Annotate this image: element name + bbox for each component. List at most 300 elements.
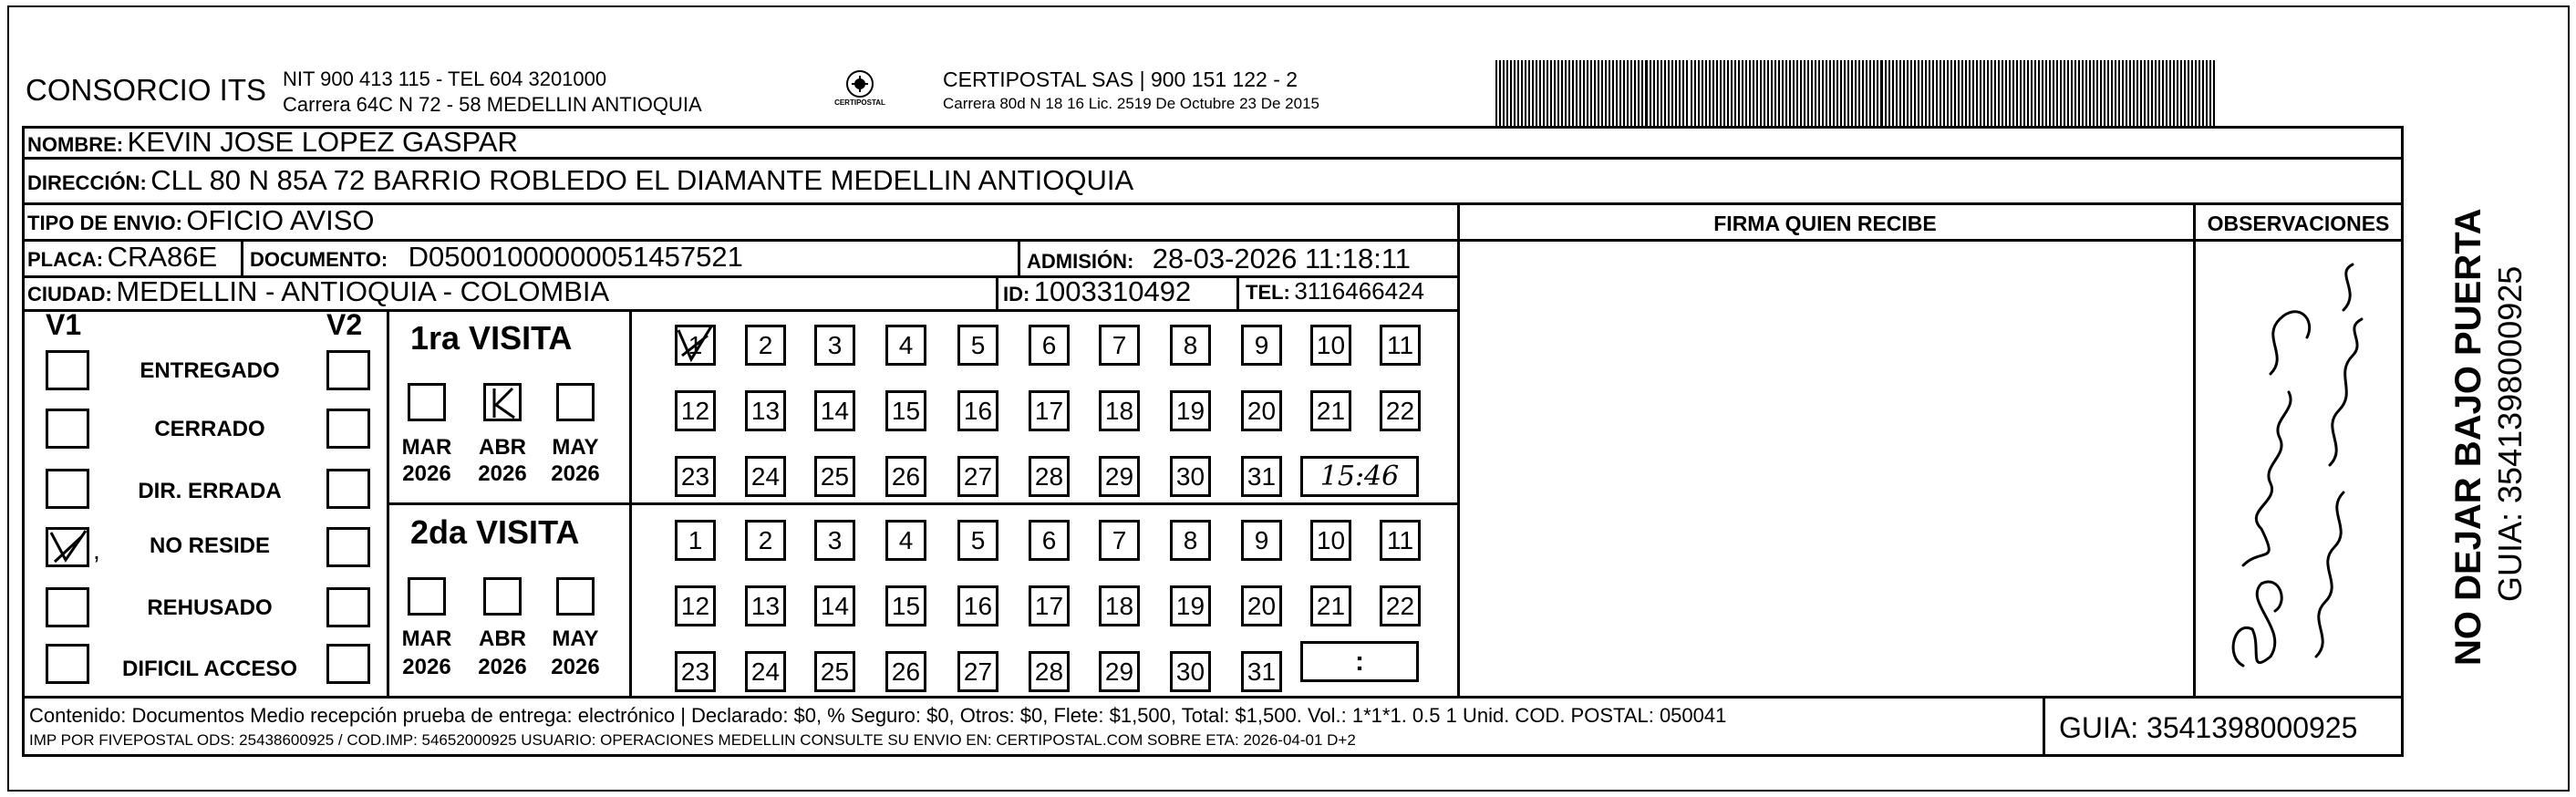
barcode-bar [1800,60,1802,126]
status-option: CERRADO [154,417,265,441]
first-visit-day-28[interactable] [1029,456,1070,497]
barcode-bar [1921,60,1923,126]
status-option: NO RESIDE [149,533,271,558]
carrier-address: Carrera 80d N 18 16 Lic. 2519 De Octubre 23 De 2015 [943,95,1319,112]
barcode-bar [1510,60,1512,126]
barcode-bar [1583,60,1585,126]
day-number: 25 [820,461,850,491]
barcode-bar [2060,60,2062,126]
row-line [22,202,2404,205]
barcode-bar [1627,60,1629,126]
barcode-bar [2144,60,2146,126]
v1-no-reside-checkbox[interactable] [46,527,89,567]
second-visit-title: 2da VISITA [410,513,580,551]
name-label: NOMBRE: [27,133,124,156]
v2-entregado-checkbox[interactable] [326,350,370,390]
v1-dir-errada-checkbox[interactable] [46,469,89,509]
second-visit-day-21[interactable] [1310,585,1351,626]
second-visit-year: 2026 [478,655,527,679]
barcode-bar [1869,60,1871,126]
barcode-bar [1785,60,1787,126]
second-visit-day-11[interactable] [1380,520,1421,561]
row-line [1457,239,2404,242]
barcode-bar [1771,60,1773,126]
day-number: 3 [827,525,843,554]
second-visit-time: : [1355,646,1364,677]
barcode-bar [2100,60,2102,126]
check-mark-icon [46,527,89,567]
barcode-bar [1987,60,1989,126]
second-visit-day-5[interactable] [957,520,998,561]
barcode-bar [2191,60,2193,126]
barcode-bar [2107,60,2109,126]
second-visit-day-26[interactable] [885,651,926,692]
barcode-bar [1840,60,1842,126]
first-visit-day-7[interactable] [1099,325,1140,366]
second-visit-day-10[interactable] [1310,520,1351,561]
first-visit-day-31[interactable] [1241,456,1282,497]
first-visit-day-16[interactable] [957,390,998,431]
day-number: 28 [1034,461,1064,491]
barcode-bar [1877,60,1878,126]
first-visit-day-15[interactable] [885,390,926,431]
barcode-bar [2188,60,2189,126]
second-visit-day-22[interactable] [1380,585,1421,626]
day-number: 13 [750,591,781,620]
barcode-bar [2206,60,2208,126]
handwritten-signature [2207,255,2389,693]
certipostal-logo [828,67,892,113]
second-visit-day-6[interactable] [1029,520,1070,561]
barcode-bar [1851,60,1853,126]
barcode-bar [1705,60,1707,126]
first-visit-day-24[interactable] [745,456,786,497]
day-number: 9 [1254,330,1269,359]
barcode-bar [2064,60,2065,126]
status-option: DIFICIL ACCESO [121,657,297,681]
day-number: 20 [1247,396,1277,425]
first-visit-day-25[interactable] [814,456,855,497]
first-visit-month: ABR [479,435,526,460]
day-number: 6 [1041,330,1057,359]
barcode-bar [1565,60,1567,126]
day-number: 22 [1385,396,1415,425]
day-number: 6 [1041,525,1057,554]
footer-guide: GUIA: 3541398000925 [2059,711,2358,744]
second-visit-day-13[interactable] [745,585,786,626]
barcode-bar [1720,60,1722,126]
barcode-bar [1903,60,1905,126]
name-row [27,126,518,159]
barcode-bar [1521,60,1523,126]
v1-label: V1 [46,308,82,341]
day-number: 4 [898,525,914,554]
second-visit-year: 2026 [551,655,600,679]
first-visit-day-8[interactable] [1170,325,1211,366]
barcode-bar [1925,60,1927,126]
first-visit-time-box[interactable] [1300,456,1419,497]
barcode-bar [2195,60,2197,126]
row-line [387,502,1457,505]
barcode-bar [2202,60,2204,126]
barcode-bar [2031,60,2033,126]
barcode-bar [2180,60,2182,126]
first-visit-day-26[interactable] [885,456,926,497]
second-visit-day-24[interactable] [745,651,786,692]
barcode-bar [1612,60,1614,126]
second-visit-year: 2026 [402,655,451,679]
barcode-bar [2005,60,2007,126]
day-number: 19 [1175,396,1205,425]
col-line [996,275,998,309]
barcode-bar [1731,60,1733,126]
signature-label: FIRMA QUIEN RECIBE [1713,212,1937,235]
first-visit-day-13[interactable] [745,390,786,431]
barcode-bar [2213,60,2215,126]
barcode-bar [2169,60,2171,126]
barcode-bar [2147,60,2149,126]
day-number: 1 [688,330,703,359]
second-visit-day-9[interactable] [1241,520,1282,561]
second-visit-day-25[interactable] [814,651,855,692]
barcode-bar [1804,60,1805,126]
second-visit-day-7[interactable] [1099,520,1140,561]
barcode-bar [1682,60,1684,126]
barcode-bar [2016,60,2018,126]
barcode-bar [1950,60,1952,126]
first-visit-day-17[interactable] [1029,390,1070,431]
day-number: 30 [1175,657,1205,686]
day-number: 1 [688,525,703,554]
barcode-bar [2053,60,2054,126]
v2-dificil-acceso-checkbox[interactable] [326,644,370,684]
v2-label: V2 [326,308,363,341]
barcode-bar [1836,60,1838,126]
admission-label: ADMISIÓN: [1027,250,1134,273]
day-number: 8 [1183,525,1198,554]
second-visit-day-18[interactable] [1099,585,1140,626]
second-visit-day-31[interactable] [1241,651,1282,692]
barcode-bar [2136,60,2138,126]
status-option: ENTREGADO [140,358,280,383]
day-number: 29 [1104,657,1134,686]
day-number: 31 [1247,461,1277,491]
first-visit-day-22[interactable] [1380,390,1421,431]
city-cell [27,275,609,308]
day-number: 16 [963,591,993,620]
barcode-bar [2093,60,2095,126]
first-visit-day-4[interactable] [885,325,926,366]
company-name: CONSORCIO ITS [26,73,267,107]
barcode-bar [1576,60,1578,126]
day-number: 5 [970,330,986,359]
barcode-bar [2173,60,2175,126]
day-number: 26 [891,461,921,491]
content-line: Contenido: Documentos Medio recepción prueba de entrega: electrónico | Declarado: $0, % Seguro: $0, Otros: $0, Flete: $1,500, Total: $1,500. Vol.: 1*1*1. 0.5 1 Unid. COD. POSTAL: 050041 [29,704,1727,727]
second-visit-day-23[interactable] [675,651,716,692]
barcode-bar [1885,60,1887,126]
day-number: 11 [1386,330,1414,359]
barcode-bar [1572,60,1574,126]
day-number: 8 [1183,330,1198,359]
barcode-bar [1517,60,1519,126]
first-visit-day-9[interactable] [1241,325,1282,366]
barcode-bar [2074,60,2076,126]
barcode-bar [1844,60,1846,126]
first-visit-month: MAR [401,435,452,460]
barcode-bar [1862,60,1864,126]
second-visit-time-box[interactable] [1300,641,1419,682]
status-option: REHUSADO [147,595,273,620]
barcode-bar [1723,60,1725,126]
side-notice: NO DEJAR BAJO PUERTA [2448,208,2488,666]
second-visit-day-16[interactable] [957,585,998,626]
second-visit-day-20[interactable] [1241,585,1282,626]
second-visit-day-3[interactable] [814,520,855,561]
barcode-bar [1753,60,1754,126]
barcode-bar [1918,60,1919,126]
first-visit-day-14[interactable] [814,390,855,431]
first-visit-day-10[interactable] [1310,325,1351,366]
barcode-bar [1896,60,1898,126]
barcode-bar [1965,60,1967,126]
day-number: 24 [750,657,781,686]
card-right-border [2568,5,2570,792]
barcode-bar [1782,60,1784,126]
barcode-bar [2155,60,2157,126]
first-visit-year: 2026 [551,461,600,486]
v1-rehusado-checkbox[interactable] [46,587,89,627]
barcode-bar [1980,60,1981,126]
barcode-bar [1702,60,1703,126]
barcode-bar [1605,60,1607,126]
barcode-bar [1657,60,1659,126]
barcode-bar [2151,60,2153,126]
document-cell [250,241,743,274]
day-number: 30 [1175,461,1205,491]
day-number: 16 [963,396,993,425]
first-visit-abr-checkbox[interactable] [483,383,522,421]
barcode-bar [2042,60,2043,126]
barcode-bar [1778,60,1780,126]
second-visit-day-12[interactable] [675,585,716,626]
first-visit-day-20[interactable] [1241,390,1282,431]
barcode-bar [1638,60,1640,126]
admission-value: 28-03-2026 11:18:11 [1152,243,1412,274]
barcode-bar [2056,60,2058,126]
barcode-bar [1943,60,1945,126]
barcode-bar [2049,60,2051,126]
v1-dificil-acceso-checkbox[interactable] [46,644,89,684]
barcode-bar [2082,60,2084,126]
barcode-bar [2111,60,2113,126]
day-number: 10 [1316,525,1346,554]
barcode-bar [1727,60,1729,126]
barcode-bar [1712,60,1714,126]
day-number: 14 [820,591,850,620]
second-visit-day-27[interactable] [957,651,998,692]
recipient-name: KEVIN JOSE LOPEZ GASPAR [127,126,518,158]
first-visit-day-30[interactable] [1170,456,1211,497]
first-visit-day-3[interactable] [814,325,855,366]
barcode-bar [1641,60,1643,126]
print-line: IMP POR FIVEPOSTAL ODS: 25438600925 / COD.IMP: 54652000925 USUARIO: OPERACIONES MEDELLIN CONSULTE SU ENVIO EN: CERTIPOSTAL.COM SOBRE ETA: 2026-04-01 D+2 [29,731,1356,749]
second-visit-month: MAY [552,626,599,651]
barcode-bar [1972,60,1974,126]
day-number: 21 [1316,396,1346,425]
card-left-border [7,5,9,792]
col-line [1018,239,1020,275]
barcode [1495,60,2220,126]
first-visit-day-19[interactable] [1170,390,1211,431]
barcode-bar [1547,60,1548,126]
barcode-bar [1983,60,1985,126]
carrier-name: CERTIPOSTAL SAS | 900 151 122 - 2 [943,67,1298,91]
barcode-bar [1506,60,1508,126]
second-visit-day-14[interactable] [814,585,855,626]
first-visit-day-12[interactable] [675,390,716,431]
day-number: 18 [1104,396,1134,425]
first-visit-year: 2026 [402,461,451,486]
barcode-bar [1679,60,1681,126]
barcode-bar [2023,60,2025,126]
card-bottom-border [7,790,2570,792]
document-value: D05001000000051457521 [408,241,743,273]
barcode-bar [1969,60,1971,126]
barcode-bar [2115,60,2116,126]
col-line [2043,696,2045,757]
day-number: 13 [750,396,781,425]
barcode-bar [1899,60,1901,126]
first-visit-day-27[interactable] [957,456,998,497]
day-number: 4 [898,330,914,359]
barcode-bar [1645,60,1648,126]
barcode-bar [1716,60,1718,126]
barcode-bar [1793,60,1795,126]
barcode-bar [1495,60,1497,126]
barcode-bar [1528,60,1530,126]
first-visit-day-18[interactable] [1099,390,1140,431]
barcode-bar [1539,60,1541,126]
barcode-bar [1940,60,1941,126]
barcode-bar [1742,60,1743,126]
barcode-bar [1822,60,1824,126]
barcode-bar [1568,60,1570,126]
col-line [2193,202,2196,696]
address-label: DIRECCIÓN: [27,171,147,194]
v1-cerrado-checkbox[interactable] [46,409,89,449]
col-line [241,239,243,275]
second-visit-day-19[interactable] [1170,585,1211,626]
barcode-bar [1888,60,1890,126]
v2-no-reside-checkbox[interactable] [326,527,370,567]
first-visit-mar-checkbox[interactable] [408,383,446,421]
second-visit-mar-checkbox[interactable] [408,577,446,616]
day-number: 2 [758,525,773,554]
barcode-bar [1829,60,1831,126]
city-label: CIUDAD: [27,283,112,305]
second-visit-day-8[interactable] [1170,520,1211,561]
first-visit-day-2[interactable] [745,325,786,366]
barcode-bar [1660,60,1662,126]
first-visit-day-29[interactable] [1099,456,1140,497]
barcode-bar [2129,60,2131,126]
plate-value: CRA86E [107,241,218,273]
barcode-bar [1873,60,1875,126]
barcode-bar [2177,60,2178,126]
second-visit-day-1[interactable] [675,520,716,561]
second-visit-day-17[interactable] [1029,585,1070,626]
second-visit-month: ABR [479,626,526,651]
send-type-row [27,204,375,237]
first-visit-day-11[interactable] [1380,325,1421,366]
second-visit-day-28[interactable] [1029,651,1070,692]
day-number: 23 [680,461,710,491]
tel-cell [1246,277,1424,305]
barcode-bar [1936,60,1938,126]
barcode-bar [2045,60,2047,126]
day-number: 15 [891,396,921,425]
second-visit-day-2[interactable] [745,520,786,561]
row-line [22,696,2404,699]
second-visit-day-4[interactable] [885,520,926,561]
barcode-bar [1866,60,1867,126]
tel-label: TEL: [1246,281,1290,304]
barcode-bar [1616,60,1618,126]
v2-dir-errada-checkbox[interactable] [326,469,370,509]
day-number: 19 [1175,591,1205,620]
day-number: 12 [680,591,710,620]
barcode-bar [2071,60,2073,126]
barcode-bar [1686,60,1688,126]
barcode-bar [2158,60,2160,126]
barcode-bar [2126,60,2127,126]
barcode-bar [1774,60,1776,126]
first-visit-day-1[interactable] [675,325,716,366]
barcode-bar [1650,60,1651,126]
barcode-bar [2067,60,2069,126]
first-visit-day-5[interactable] [957,325,998,366]
barcode-bar [1623,60,1625,126]
first-visit-day-21[interactable] [1310,390,1351,431]
second-visit-day-15[interactable] [885,585,926,626]
barcode-bar [1694,60,1696,126]
second-visit-may-checkbox[interactable] [556,577,595,616]
first-visit-day-23[interactable] [675,456,716,497]
barcode-bar [1550,60,1552,126]
barcode-bar [2020,60,2022,126]
first-visit-day-6[interactable] [1029,325,1070,366]
second-visit-day-29[interactable] [1099,651,1140,692]
second-visit-abr-checkbox[interactable] [483,577,522,616]
second-visit-day-30[interactable] [1170,651,1211,692]
barcode-bar [1698,60,1700,126]
barcode-bar [1587,60,1588,126]
barcode-bar [1910,60,1912,126]
day-number: 20 [1247,591,1277,620]
barcode-bar [1532,60,1534,126]
day-number: 12 [680,396,710,425]
v1-entregado-checkbox[interactable] [46,350,89,390]
v2-cerrado-checkbox[interactable] [326,409,370,449]
carrier-logo-text: CERTIPOSTAL [834,98,885,107]
first-visit-year: 2026 [478,461,527,486]
barcode-bar [2038,60,2040,126]
first-visit-may-checkbox[interactable] [556,383,595,421]
day-number: 24 [750,461,781,491]
v2-rehusado-checkbox[interactable] [326,587,370,627]
barcode-bar [2002,60,2003,126]
